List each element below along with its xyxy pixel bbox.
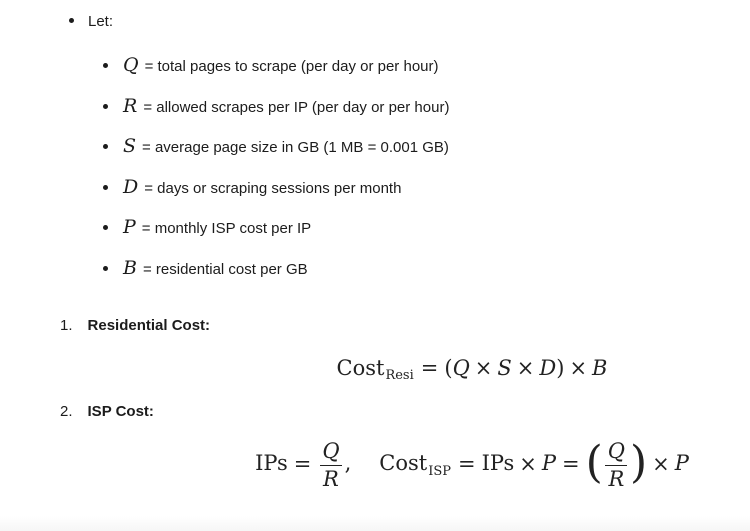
formula-residential-row: [0, 350, 750, 390]
list-number: 2.: [60, 403, 73, 420]
times-sign: ×: [569, 356, 588, 381]
times-sign: ×: [474, 356, 493, 381]
formula-ips-label: IPs: [481, 451, 515, 476]
bullet-icon: [69, 18, 74, 23]
math-variable: R: [123, 95, 138, 117]
let-intro-label: Let:: [88, 13, 114, 30]
bullet-icon: [103, 185, 108, 190]
variable-description: = total pages to scrape (per day or per hour): [144, 58, 439, 75]
variable-description: = monthly ISP cost per IP: [141, 220, 312, 237]
numbered-item-residential: [60, 314, 210, 338]
section-label: Residential Cost:: [87, 317, 211, 334]
formula-ips-label: IPs: [255, 451, 288, 476]
math-variable: Q: [123, 54, 139, 76]
fraction-denominator: R: [605, 465, 627, 490]
formula-cost-subscript: Resi: [385, 368, 414, 384]
formula-cost-label: Cost: [336, 356, 385, 381]
math-variable: B: [123, 257, 137, 279]
equals-sign: =: [420, 356, 439, 381]
list-item-d: [103, 177, 401, 201]
open-paren-large: (: [585, 437, 603, 488]
comma: ,: [344, 451, 352, 476]
bullet-icon: [103, 104, 108, 109]
list-item-s: [103, 136, 449, 160]
list-item-r: [103, 96, 449, 120]
bullet-icon: [103, 266, 108, 271]
fraction-numerator: Q: [607, 439, 625, 464]
formula-cost-label: Cost: [379, 451, 428, 476]
variable-description: = average page size in GB (1 MB = 0.001 GB): [142, 139, 449, 156]
math-variable: P: [674, 451, 689, 476]
math-variable: P: [123, 216, 136, 238]
open-paren: (: [444, 356, 453, 381]
formula-residential: [337, 356, 608, 384]
equals-sign: =: [293, 451, 312, 476]
math-variable: S: [123, 135, 137, 157]
fraction: [605, 440, 628, 489]
variable-description: = residential cost per GB: [142, 261, 308, 278]
section-label: ISP Cost:: [87, 403, 154, 420]
fraction: [319, 440, 342, 489]
times-sign: ×: [519, 451, 537, 476]
math-variable: S: [497, 356, 512, 381]
math-variable: D: [539, 356, 557, 381]
variable-description: = days or scraping sessions per month: [144, 180, 402, 197]
times-sign: ×: [652, 451, 670, 476]
list-item-q: [103, 55, 439, 79]
bullet-icon: [103, 144, 108, 149]
formula-isp-row: [0, 433, 750, 497]
times-sign: ×: [516, 356, 535, 381]
math-variable: D: [123, 176, 139, 198]
bullet-icon: [103, 63, 108, 68]
bottom-gradient-strip: [0, 516, 750, 531]
math-variable: Q: [452, 356, 470, 381]
math-variable: B: [592, 356, 608, 381]
equals-sign: =: [457, 451, 476, 476]
close-paren-large: ): [629, 437, 648, 488]
close-paren: ): [556, 356, 565, 381]
bullet-icon: [103, 225, 108, 230]
formula-isp: [255, 437, 689, 491]
equals-sign: =: [561, 451, 580, 476]
numbered-item-isp: [60, 400, 154, 424]
list-number: 1.: [60, 317, 73, 334]
list-item-p: [103, 217, 311, 241]
let-intro-row: [69, 12, 113, 32]
fraction-denominator: R: [320, 465, 342, 490]
variable-description: = allowed scrapes per IP (per day or per hour): [143, 99, 450, 116]
math-variable: P: [541, 451, 556, 476]
formula-cost-subscript: ISP: [428, 463, 451, 479]
list-item-b: [103, 258, 308, 282]
fraction-numerator: Q: [322, 439, 340, 464]
